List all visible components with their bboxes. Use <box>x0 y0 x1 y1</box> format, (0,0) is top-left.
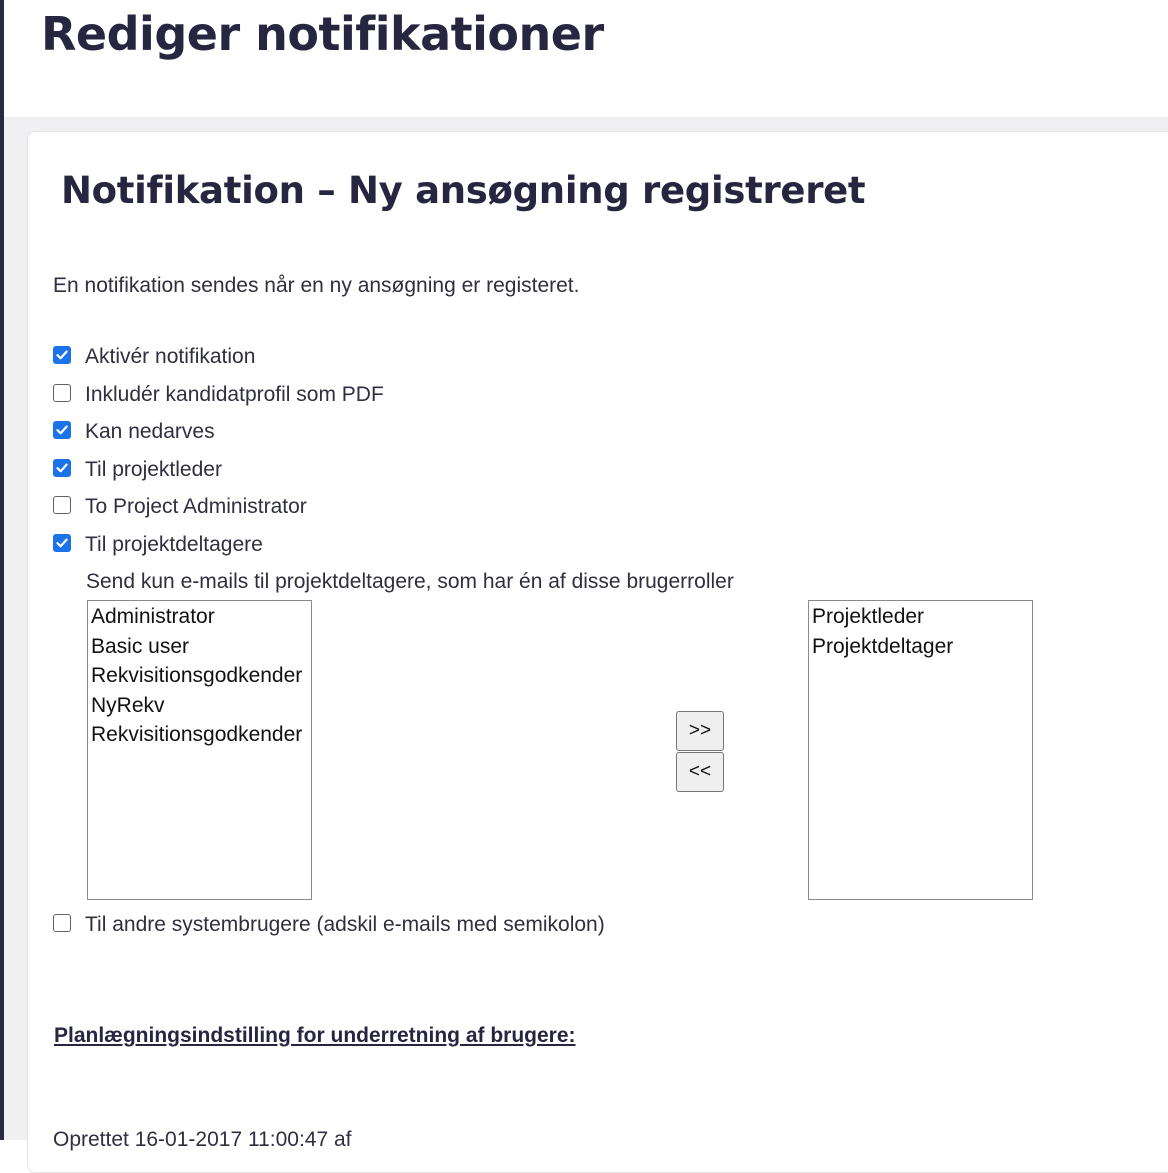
checkbox[interactable] <box>53 459 71 477</box>
page-title: Rediger notifikationer <box>41 7 604 61</box>
option-activate-notification[interactable] <box>53 343 255 371</box>
checkbox[interactable] <box>53 346 71 364</box>
role-option[interactable]: Rekvisitionsgodkender <box>91 664 303 687</box>
notification-title: Notifikation – Ny ansøgning registreret <box>61 169 866 212</box>
option-to-project-participants[interactable] <box>53 531 263 559</box>
role-option[interactable]: NyRekv <box>91 693 165 717</box>
checkbox[interactable] <box>53 421 71 439</box>
page-header <box>4 0 1168 117</box>
option-label: Til projektdeltagere <box>85 533 263 556</box>
selected-roles-list[interactable] <box>808 600 1033 900</box>
option-include-pdf[interactable] <box>53 381 384 409</box>
checkbox[interactable] <box>53 496 71 514</box>
role-option[interactable]: Projektdeltager <box>812 634 954 658</box>
option-label: Inkludér kandidatprofil som PDF <box>85 383 384 406</box>
option-label: To Project Administrator <box>85 495 307 518</box>
role-option[interactable]: Basic user <box>91 634 190 658</box>
schedule-heading: Planlægningsindstilling for underretning af brugere: <box>54 1024 576 1047</box>
remove-role-button[interactable]: << <box>676 752 724 792</box>
role-option[interactable]: Rekvisitionsgodkender <box>91 723 303 746</box>
option-other-system-users[interactable] <box>53 911 605 939</box>
role-option[interactable]: Administrator <box>91 605 215 628</box>
checkbox[interactable] <box>53 534 71 552</box>
option-to-project-leader[interactable] <box>53 456 222 484</box>
option-inheritable[interactable] <box>53 418 215 446</box>
checkbox[interactable] <box>53 384 71 402</box>
created-info: Oprettet 16-01-2017 11:00:47 af <box>53 1128 352 1151</box>
role-option[interactable]: Projektleder <box>812 605 925 628</box>
option-label: Kan nedarves <box>85 420 215 443</box>
option-label: Til projektleder <box>85 458 222 481</box>
roles-hint: Send kun e-mails til projektdeltagere, som har én af disse brugerroller <box>86 570 734 593</box>
option-label: Aktivér notifikation <box>85 345 256 368</box>
available-roles-list[interactable] <box>87 600 312 900</box>
option-label: Til andre systembrugere (adskil e-mails med semikolon) <box>85 913 605 936</box>
notification-description: En notifikation sendes når en ny ansøgning er registeret. <box>53 274 580 297</box>
add-role-button[interactable]: >> <box>676 711 724 751</box>
option-to-project-administrator[interactable] <box>53 493 307 521</box>
checkbox[interactable] <box>53 914 71 932</box>
